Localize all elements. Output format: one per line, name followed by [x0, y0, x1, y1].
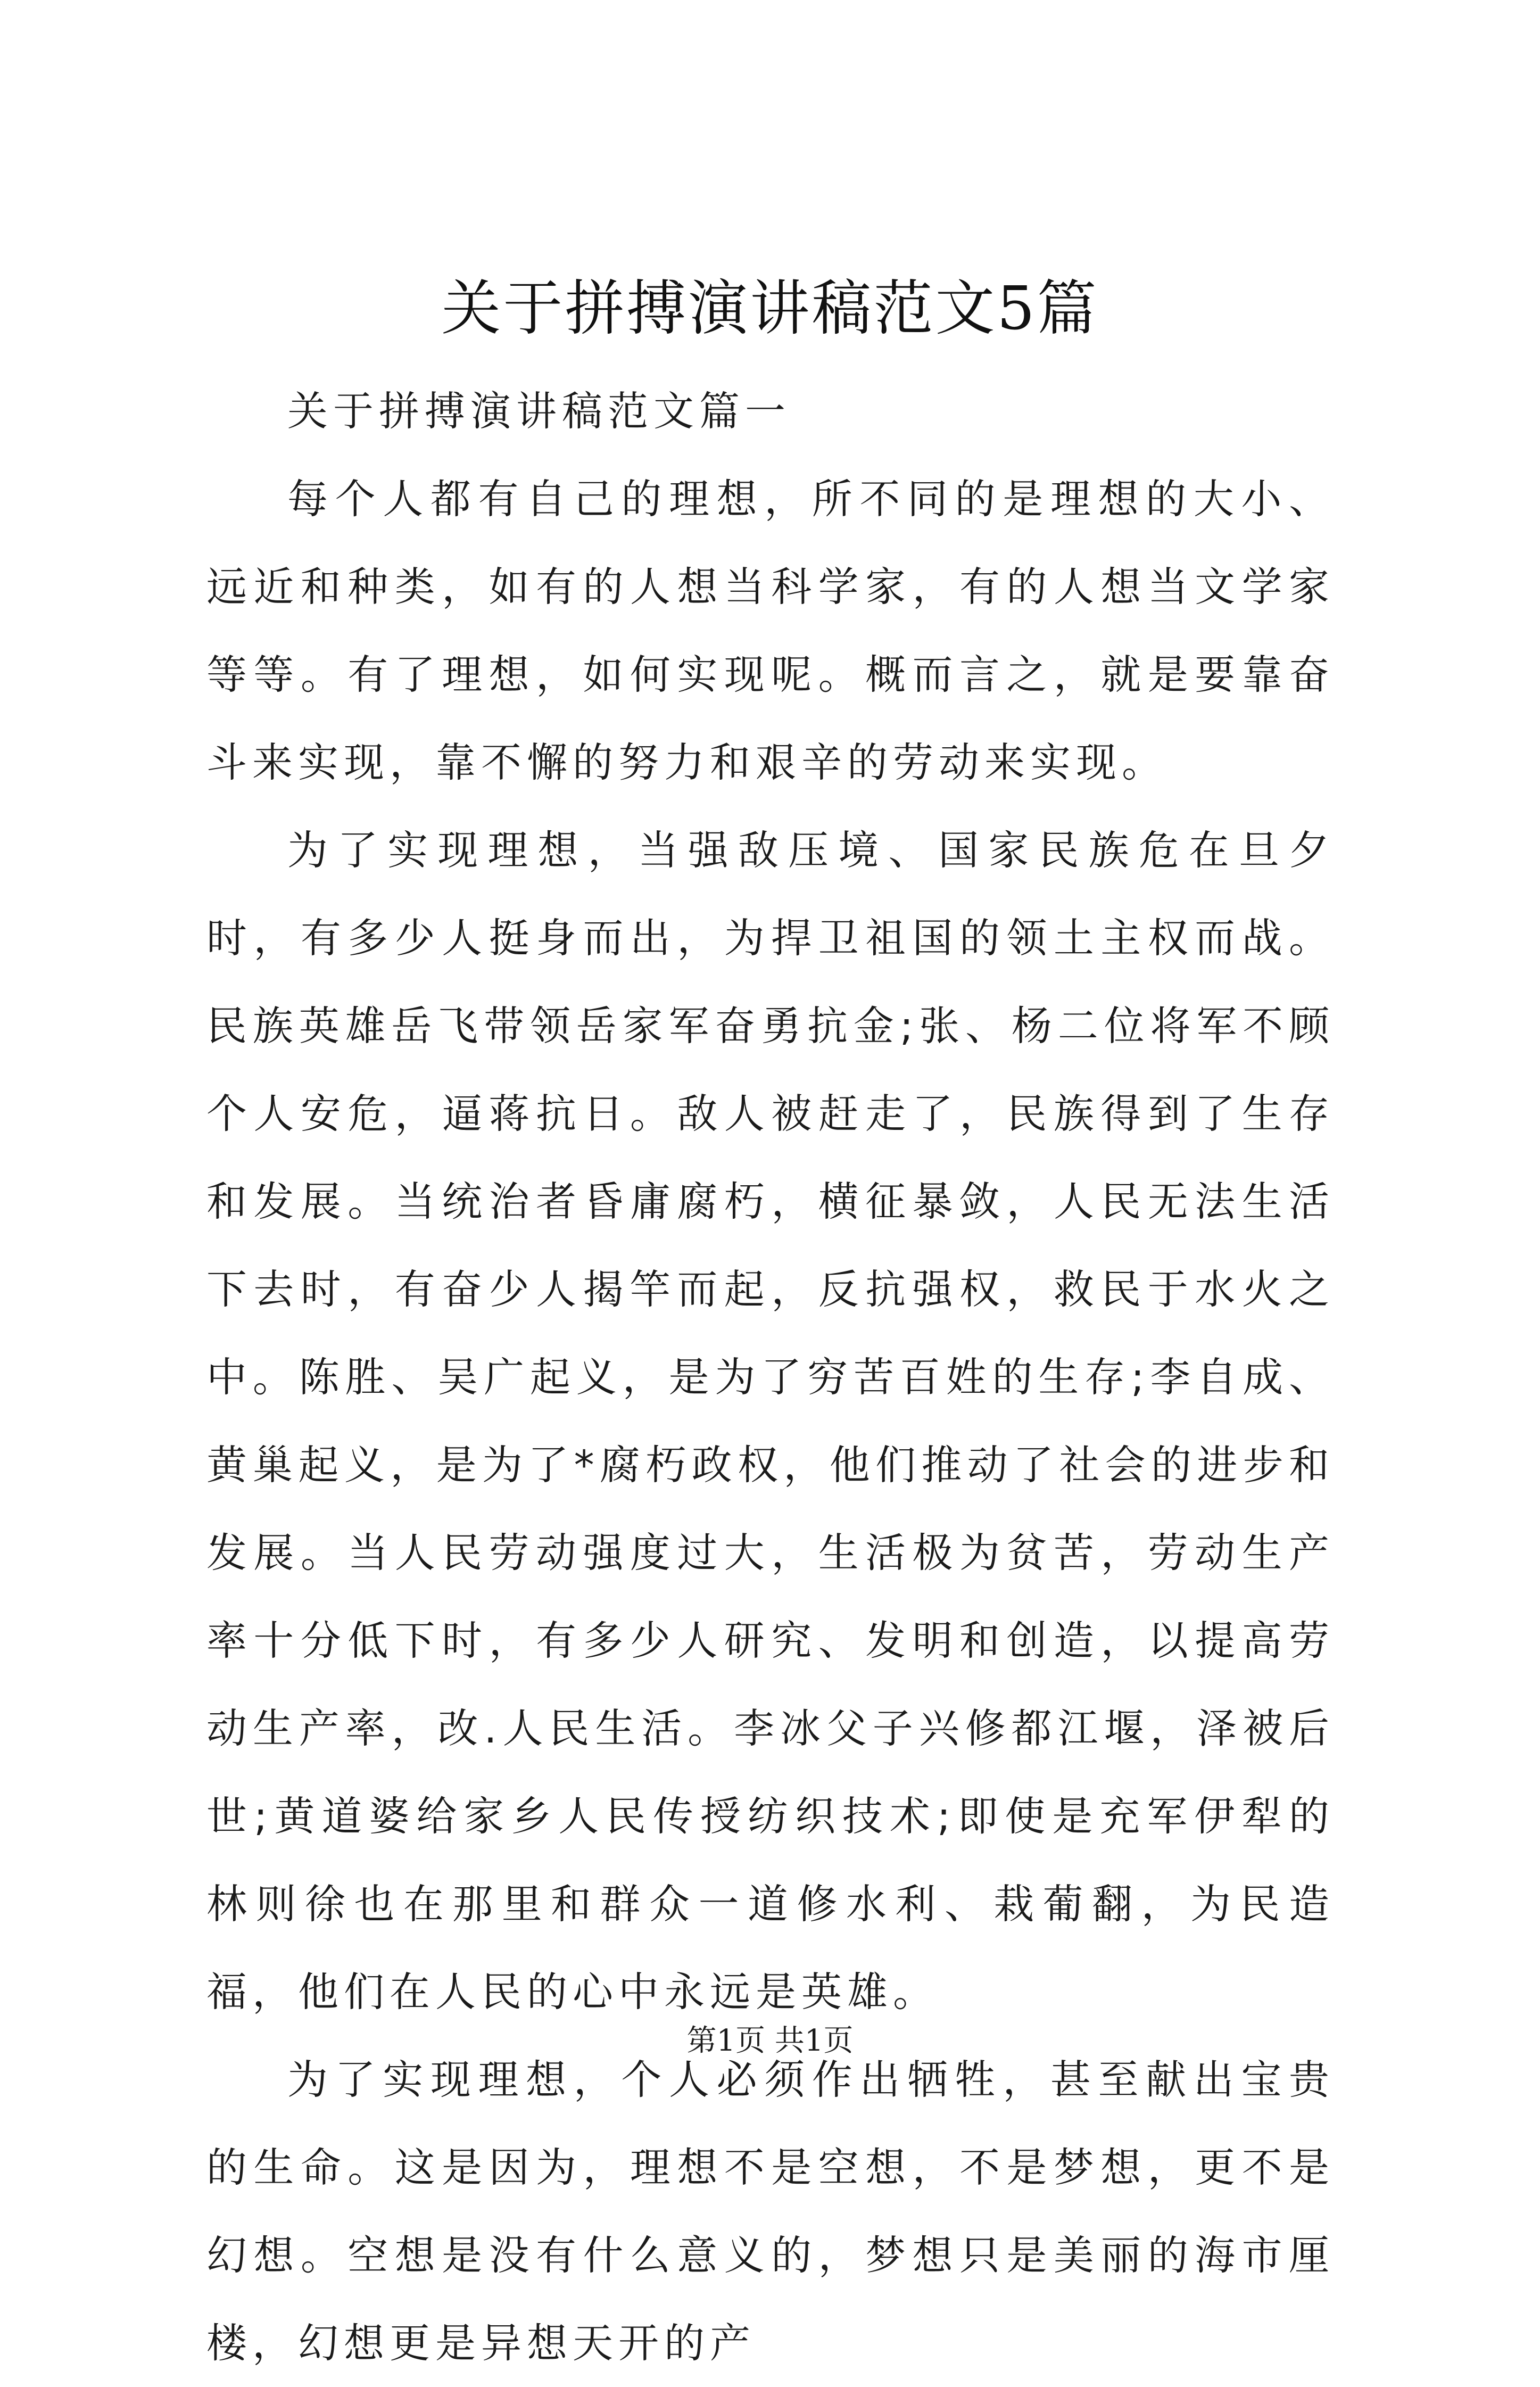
page-footer: 第1页 共1页 — [686, 2023, 854, 2058]
section-heading: 关于拼搏演讲稿范文篇一 — [287, 387, 791, 435]
document-title: 关于拼搏演讲稿范文5篇 — [441, 274, 1099, 343]
paragraph-3: 为了实现理想，个人必须作出牺牲，甚至献出宝贵的生命。这是因为，理想不是空想，不是梦想，更不是幻想。空想是没有什么意义的，梦想只是美丽的海市厘楼，幻想更是异想天开的产 — [206, 2056, 1335, 2367]
paragraph-1: 每个人都有自己的理想，所不同的是理想的大小、远近和种类，如有的人想当科学家，有的人想当文学家等等。有了理想，如何实现呢。概而言之，就是要靠奋斗来实现，靠不懈的努力和艰辛的劳动来实现。 — [206, 475, 1335, 786]
paragraph-2: 为了实现理想，当强敌压境、国家民族危在旦夕时，有多少人挺身而出，为捍卫祖国的领土主权而战。民族英雄岳飞带领岳家军奋勇抗金;张、杨二位将军不顾个人安危，逼蒋抗日。敌人被赶走了，民族得到了生存和发展。当统治者昏庸腐朽，横征暴敛，人民无法生活下去时，有奋少人揭竿而起，反抗强权，救民于水火之中。陈胜、吴广起义，是为了穷苦百姓的生存;李自成、黄巢起义，是为了*腐朽政权，他们推动了社会的进步和发展。当人民劳动强度过大，生活极为贫苦，劳动生产率十分低下时，有多少人研究、发明和创造，以提高劳动生产率，改.人民生活。李冰父子兴修都江堰，泽被后世;黄道婆给家乡人民传授纺织技术;即使是充军伊犁的林则徐也在那里和群众一道修水利、栽葡翻，为民造福，他们在人民的心中永远是英雄。 — [206, 827, 1335, 2016]
document-body — [206, 367, 1335, 2387]
